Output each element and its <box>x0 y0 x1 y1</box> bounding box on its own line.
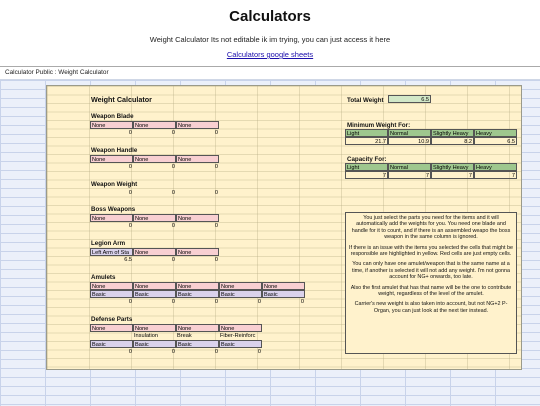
legion-value-1: 6.5 <box>124 257 132 263</box>
capacity-label: Capacity For: <box>347 156 387 163</box>
min-weight-header-heavy: Heavy <box>474 129 517 137</box>
defense-type-3[interactable]: Basic <box>176 340 219 348</box>
defense-value-1: 0 <box>128 349 132 355</box>
total-weight-value: 6.5 <box>388 95 431 103</box>
weight-value-3: 0 <box>214 190 218 196</box>
amulet-slot-3[interactable]: None <box>176 282 219 290</box>
defense-type-1[interactable]: Basic <box>90 340 133 348</box>
defense-part-3: Break <box>177 333 192 339</box>
handle-slot-1[interactable]: None <box>90 155 133 163</box>
capacity-header-light: Light <box>345 163 388 171</box>
frame-title: Calculator Public : Weight Calculator <box>0 67 540 80</box>
boss-value-2: 0 <box>171 223 175 229</box>
amulet-value-3: 0 <box>214 299 218 305</box>
defense-slot-4[interactable]: None <box>219 324 262 332</box>
handle-value-2: 0 <box>171 164 175 170</box>
total-weight-label: Total Weight <box>347 97 384 104</box>
legion-value-2: 0 <box>171 257 175 263</box>
note-paragraph-4: Also the first amulet that has that name will be the one to contribute weight, regardless of the level of the amulet. <box>350 284 512 298</box>
handle-value-1: 0 <box>128 164 132 170</box>
min-weight-header-slightly-heavy: Slightly Heavy <box>431 129 474 137</box>
legion-slot-2[interactable]: None <box>133 248 176 256</box>
weapon-handle-label: Weapon Handle <box>91 147 138 154</box>
defense-type-2[interactable]: Basic <box>133 340 176 348</box>
calculator-heading: Weight Calculator <box>91 95 152 104</box>
blade-slot-3[interactable]: None <box>176 121 219 129</box>
min-weight-header-normal: Normal <box>388 129 431 137</box>
handle-slot-3[interactable]: None <box>176 155 219 163</box>
defense-part-2: Insulation <box>134 333 158 339</box>
weight-value-2: 0 <box>171 190 175 196</box>
blade-slot-2[interactable]: None <box>133 121 176 129</box>
boss-slot-3[interactable]: None <box>176 214 219 222</box>
legion-value-3: 0 <box>214 257 218 263</box>
defense-type-4[interactable]: Basic <box>219 340 262 348</box>
defense-value-3: 0 <box>214 349 218 355</box>
amulet-type-3[interactable]: Basic <box>176 290 219 298</box>
page-subtitle: Weight Calculator Its not editable ik im trying, you can just access it here <box>149 35 391 44</box>
weight-value-1: 0 <box>128 190 132 196</box>
capacity-header-heavy: Heavy <box>474 163 517 171</box>
capacity-normal: 7 <box>388 171 431 179</box>
weapon-weight-label: Weapon Weight <box>91 181 138 188</box>
defense-slot-2[interactable]: None <box>133 324 176 332</box>
min-weight-normal: 10.9 <box>388 137 431 145</box>
capacity-header-slightly-heavy: Slightly Heavy <box>431 163 474 171</box>
legion-slot-3[interactable]: None <box>176 248 219 256</box>
defense-part-4: Fiber-Reinforc <box>220 333 256 339</box>
min-weight-heavy: 6.5 <box>474 137 517 145</box>
boss-weapons-label: Boss Weapons <box>91 206 136 213</box>
note-paragraph-3: You can only have one amulet/weapon that is the same name at a time, if another is selected it will not add any weight. I'm not gonna account for NG+ onwards, too late. <box>351 261 511 281</box>
capacity-slightly-heavy: 7 <box>431 171 474 179</box>
amulets-label: Amulets <box>91 274 116 281</box>
amulet-value-2: 0 <box>171 299 175 305</box>
note-paragraph-1: You just select the parts you need for the items and it will automatically add the weights for you. You need one blade and handle for it to count, and if there is an assembled weapo the boss weapon in the same column is ignored. <box>351 215 511 241</box>
amulet-slot-2[interactable]: None <box>133 282 176 290</box>
page-header <box>0 0 540 66</box>
boss-value-1: 0 <box>128 223 132 229</box>
defense-value-4: 0 <box>257 349 261 355</box>
amulet-slot-4[interactable]: None <box>219 282 262 290</box>
blade-slot-1[interactable]: None <box>90 121 133 129</box>
defense-slot-3[interactable]: None <box>176 324 219 332</box>
handle-value-3: 0 <box>214 164 218 170</box>
defense-parts-label: Defense Parts <box>91 316 133 323</box>
amulet-type-5[interactable]: Basic <box>262 290 305 298</box>
blade-value-2: 0 <box>171 130 175 136</box>
boss-value-3: 0 <box>214 223 218 229</box>
handle-slot-2[interactable]: None <box>133 155 176 163</box>
amulet-type-1[interactable]: Basic <box>90 290 133 298</box>
instructions-note <box>345 212 517 354</box>
boss-slot-2[interactable]: None <box>133 214 176 222</box>
amulet-slot-1[interactable]: None <box>90 282 133 290</box>
blade-value-3: 0 <box>214 130 218 136</box>
defense-slot-1[interactable]: None <box>90 324 133 332</box>
amulet-value-5: 0 <box>300 299 304 305</box>
amulet-slot-5[interactable]: None <box>262 282 305 290</box>
capacity-header-normal: Normal <box>388 163 431 171</box>
min-weight-header-light: Light <box>345 129 388 137</box>
min-weight-light: 21.7 <box>345 137 388 145</box>
legion-arm-label: Legion Arm <box>91 240 126 247</box>
amulet-value-1: 0 <box>128 299 132 305</box>
weapon-blade-label: Weapon Blade <box>91 113 134 120</box>
legion-slot-1[interactable]: Left Arm of Sta <box>90 248 133 256</box>
defense-part-1 <box>90 332 133 340</box>
note-paragraph-5: Carrier's new weight is also taken into account, but not NG+2 P-Organ, you can just look at the next tier instead. <box>354 301 508 314</box>
defense-value-2: 0 <box>171 349 175 355</box>
amulet-type-2[interactable]: Basic <box>133 290 176 298</box>
min-weight-label: Minimum Weight For: <box>347 122 411 129</box>
boss-slot-1[interactable]: None <box>90 214 133 222</box>
blade-value-1: 0 <box>128 130 132 136</box>
min-weight-slightly-heavy: 8.2 <box>431 137 474 145</box>
page-title: Calculators <box>229 8 311 25</box>
capacity-light: 7 <box>345 171 388 179</box>
capacity-heavy: 7 <box>474 171 517 179</box>
note-paragraph-2: If there is an issue with the items you selected the cells that might be responsible are highlighted in yellow. Red cells are just empty cells. <box>349 244 513 258</box>
amulet-value-4: 0 <box>257 299 261 305</box>
amulet-type-4[interactable]: Basic <box>219 290 262 298</box>
google-sheets-link[interactable]: Calculators google sheets <box>226 50 314 59</box>
